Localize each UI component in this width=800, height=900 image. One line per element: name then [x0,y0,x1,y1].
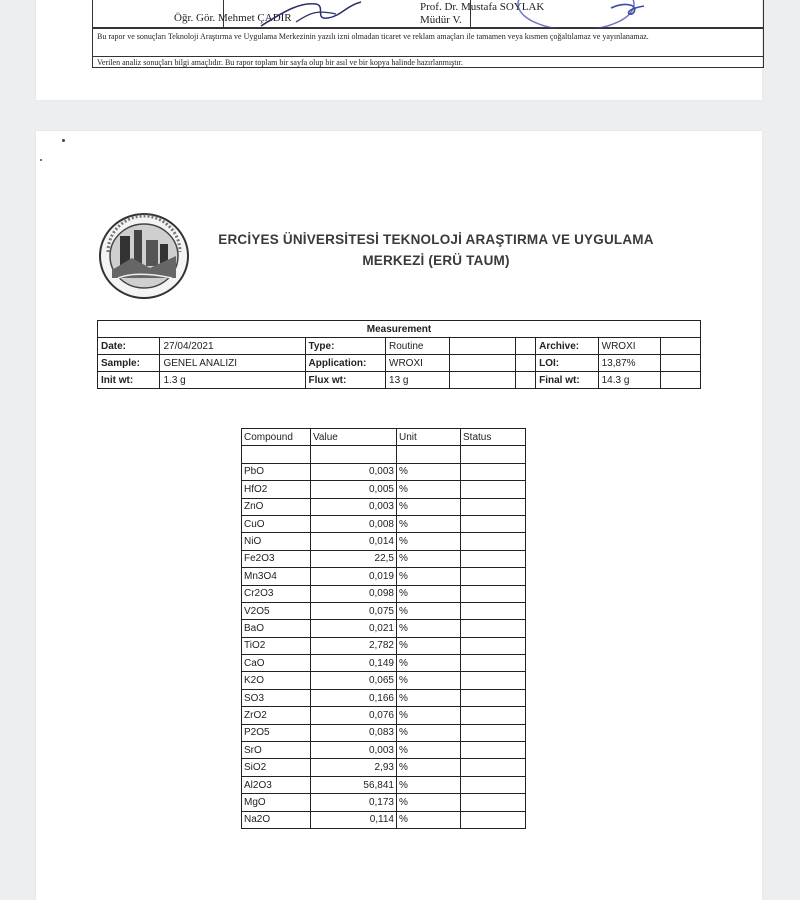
compound-name: Cr2O3 [242,585,311,602]
empty-cell [450,355,515,372]
compound-name: HfO2 [242,481,311,498]
compound-value: 0,166 [311,689,397,706]
compound-status [461,620,526,637]
compound-status [461,515,526,532]
empty-cell [660,355,700,372]
compound-unit: % [397,481,461,498]
compound-name: MgO [242,794,311,811]
institution-line-2: MERKEZİ (ERÜ TAUM) [362,253,510,268]
compound-status [461,794,526,811]
measurement-table [97,320,701,389]
signature-icon [256,0,366,28]
compound-status [461,481,526,498]
field-label: Flux wt: [305,372,386,389]
table-row [242,637,526,654]
table-row [242,463,526,480]
column-header: Compound [242,429,311,446]
field-label: Application: [305,355,386,372]
compound-value: 0,014 [311,533,397,550]
compound-status [461,602,526,619]
table-row [242,811,526,828]
field-value: GENEL ANALIZI [160,355,305,372]
compound-status [461,655,526,672]
empty-cell [461,446,526,463]
compound-unit: % [397,776,461,793]
field-value: 1.3 g [160,372,305,389]
stamp-icon [516,0,666,28]
compound-status [461,672,526,689]
table-row [242,742,526,759]
compound-name: CuO [242,515,311,532]
field-label: Archive: [536,338,599,355]
compound-unit: % [397,759,461,776]
field-value: 27/04/2021 [160,338,305,355]
compound-unit: % [397,550,461,567]
compound-unit: % [397,724,461,741]
compound-value: 56,841 [311,776,397,793]
compound-value: 0,008 [311,515,397,532]
empty-cell [242,446,311,463]
field-value: 13,87% [598,355,660,372]
field-label: Init wt: [98,372,160,389]
compound-status [461,759,526,776]
compound-value: 0,098 [311,585,397,602]
field-value: WROXI [386,355,450,372]
table-row [98,338,701,355]
table-row [242,550,526,567]
table-row [242,585,526,602]
column-header: Unit [397,429,461,446]
table-row [242,602,526,619]
compound-unit: % [397,585,461,602]
table-row [242,568,526,585]
compound-value: 2,782 [311,637,397,654]
compound-status [461,498,526,515]
scan-speck [62,139,65,142]
table-row [242,620,526,637]
compound-unit: % [397,568,461,585]
institution-line-1: ERCİYES ÜNİVERSİTESİ TEKNOLOJİ ARAŞTIRMA VE UYGULAMA [218,232,654,247]
compound-name: K2O [242,672,311,689]
field-value: 13 g [386,372,450,389]
table-row [242,481,526,498]
field-label: LOI: [536,355,599,372]
empty-cell [450,372,515,389]
compound-status [461,533,526,550]
notice-box [92,28,764,68]
compound-unit: % [397,463,461,480]
compound-name: BaO [242,620,311,637]
table-row [242,655,526,672]
compound-table [241,428,526,829]
compound-status [461,568,526,585]
empty-cell [311,446,397,463]
signer-left: Öğr. Gör. Mehmet ÇADIR [174,12,292,24]
table-row [242,533,526,550]
table-row [242,446,526,463]
column-header: Value [311,429,397,446]
compound-name: SiO2 [242,759,311,776]
table-row [242,689,526,706]
table-row [242,794,526,811]
table-row [242,672,526,689]
table-row [242,759,526,776]
empty-cell [397,446,461,463]
compound-unit: % [397,515,461,532]
compound-name: Na2O [242,811,311,828]
compound-name: NiO [242,533,311,550]
compound-name: Mn3O4 [242,568,311,585]
compound-value: 0,003 [311,498,397,515]
compound-name: PbO [242,463,311,480]
compound-name: ZnO [242,498,311,515]
signer-right-role: Müdür V. [420,14,462,26]
compound-status [461,707,526,724]
compound-status [461,637,526,654]
compound-unit: % [397,655,461,672]
scan-speck [40,159,42,161]
table-row [242,515,526,532]
compound-unit: % [397,689,461,706]
table-row [242,776,526,793]
compound-status [461,724,526,741]
compound-value: 0,005 [311,481,397,498]
compound-unit: % [397,533,461,550]
institution-title [166,229,706,271]
field-label: Final wt: [536,372,599,389]
compound-name: Al2O3 [242,776,311,793]
compound-value: 0,003 [311,463,397,480]
table-header-row [242,429,526,446]
compound-value: 0,065 [311,672,397,689]
compound-value: 0,075 [311,602,397,619]
compound-name: SrO [242,742,311,759]
compound-value: 0,149 [311,655,397,672]
compound-status [461,689,526,706]
compound-unit: % [397,498,461,515]
empty-cell [660,338,700,355]
compound-name: P2O5 [242,724,311,741]
empty-cell [660,372,700,389]
compound-unit: % [397,794,461,811]
compound-unit: % [397,672,461,689]
compound-status [461,811,526,828]
field-label: Date: [98,338,160,355]
signer-right-name: Prof. Dr. Mustafa SOYLAK [420,1,545,13]
compound-name: SO3 [242,689,311,706]
compound-status [461,463,526,480]
table-row [242,498,526,515]
empty-cell [515,338,536,355]
measurement-title: Measurement [98,321,701,338]
compound-name: ZrO2 [242,707,311,724]
compound-status [461,585,526,602]
compound-name: Fe2O3 [242,550,311,567]
compound-unit: % [397,620,461,637]
compound-name: CaO [242,655,311,672]
compound-unit: % [397,742,461,759]
table-row [242,707,526,724]
field-label: Sample: [98,355,160,372]
compound-name: V2O5 [242,602,311,619]
table-row [98,355,701,372]
compound-status [461,550,526,567]
field-value: Routine [386,338,450,355]
compound-value: 0,173 [311,794,397,811]
table-row [98,372,701,389]
copyright-notice: Bu rapor ve sonuçları Teknoloji Araştırma ve Uygulama Merkezinin yazılı izni olmadan ticaret ve reklam amaçları ile tamamen veya kısmen çoğaltılamaz ve yayınlanamaz. [97,32,649,41]
compound-value: 0,021 [311,620,397,637]
previous-page [36,0,762,100]
empty-cell [515,372,536,389]
column-header: Status [461,429,526,446]
field-value: WROXI [598,338,660,355]
compound-unit: % [397,602,461,619]
compound-value: 0,083 [311,724,397,741]
empty-cell [450,338,515,355]
field-value: 14.3 g [598,372,660,389]
field-label: Type: [305,338,386,355]
compound-value: 0,003 [311,742,397,759]
compound-name: TiO2 [242,637,311,654]
empty-cell [515,355,536,372]
table-row [242,724,526,741]
compound-unit: % [397,707,461,724]
compound-value: 22,5 [311,550,397,567]
compound-value: 0,019 [311,568,397,585]
compound-unit: % [397,811,461,828]
compound-unit: % [397,637,461,654]
compound-value: 2,93 [311,759,397,776]
report-page [36,131,762,900]
info-notice: Verilen analiz sonuçları bilgi amaçlıdır. Bu rapor toplam bir sayfa olup bir asıl ve bir kopya halinde hazırlanmıştır. [97,58,463,67]
compound-status [461,776,526,793]
compound-status [461,742,526,759]
compound-value: 0,114 [311,811,397,828]
compound-value: 0,076 [311,707,397,724]
